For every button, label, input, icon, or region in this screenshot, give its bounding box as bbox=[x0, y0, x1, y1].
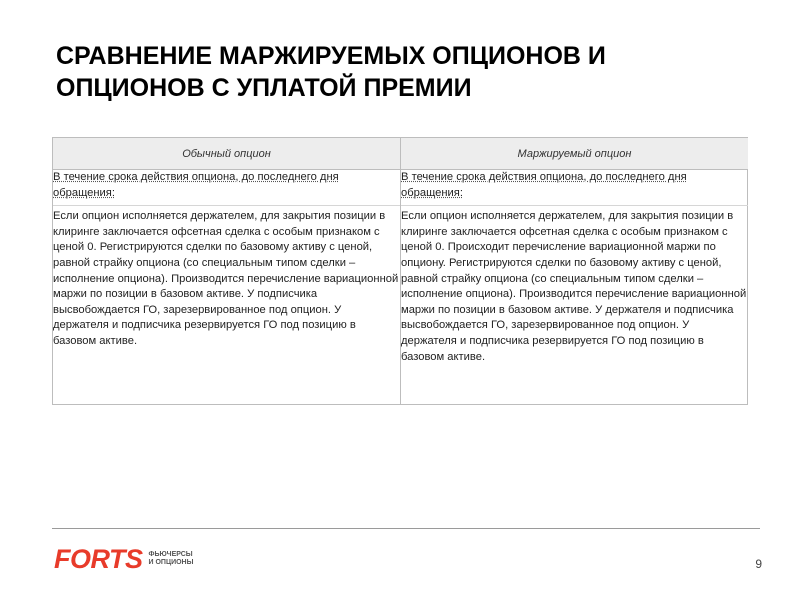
logo-subtitle-line-2: И ОПЦИОНЫ bbox=[148, 559, 194, 566]
slide-title-line-2: ОПЦИОНОВ С УПЛАТОЙ ПРЕМИИ bbox=[56, 74, 472, 102]
logo-wordmark: FORTS bbox=[54, 544, 143, 574]
slide-title bbox=[56, 40, 756, 104]
regular-option-intro: В течение срока действия опциона, до последнего дня обращения: bbox=[53, 171, 339, 199]
forts-logo bbox=[54, 546, 193, 572]
cell-margined-option bbox=[401, 170, 748, 404]
logo-subtitle-line-1: ФЬЮЧЕРСЫ bbox=[148, 551, 193, 558]
footer-divider bbox=[52, 528, 760, 529]
cell-divider bbox=[401, 205, 748, 206]
header-margined-option: Маржируемый опцион bbox=[401, 138, 748, 170]
logo-subtitle bbox=[149, 551, 194, 567]
header-regular-option: Обычный опцион bbox=[53, 138, 401, 170]
margined-option-intro: В течение срока действия опциона, до последнего дня обращения: bbox=[401, 171, 687, 199]
cell-regular-option bbox=[53, 170, 401, 404]
slide-title-line-1: СРАВНЕНИЕ МАРЖИРУЕМЫХ ОПЦИОНОВ И bbox=[56, 42, 606, 70]
margined-option-body: Если опцион исполняется держателем, для закрытия позиции в клиринге заключается офсетная сделка с особым признаком с ценой 0. Происходит перечисление вариационной маржи по опциону. Регистрируются сделки по базовому активу с ценой, равной страйку опциона (со специальным типом сделки – исполнение опциона). Производится перечисление вариационной маржи по позиции в базовом активе. У держателя и подписчика высвобождается ГО, зарезервированное под опцион. У держателя и подписчика резервируется ГО под позицию в базовом активе. bbox=[401, 210, 747, 363]
cell-divider bbox=[53, 205, 400, 206]
comparison-table bbox=[52, 137, 748, 405]
page-number: 9 bbox=[755, 557, 762, 571]
regular-option-body: Если опцион исполняется держателем, для закрытия позиции в клиринге заключается офсетная сделка с особым признаком с ценой 0. Регистрируются сделки по базовому активу с ценой, равной страйку опциона (со специальным типом сделки – исполнение опциона). Производится перечисление вариационной маржи по позиции в базовом активе. У подписчика высвобождается ГО, зарезервированное под опцион. У держателя и подписчика резервируется ГО под позицию в базовом активе. bbox=[53, 210, 399, 347]
